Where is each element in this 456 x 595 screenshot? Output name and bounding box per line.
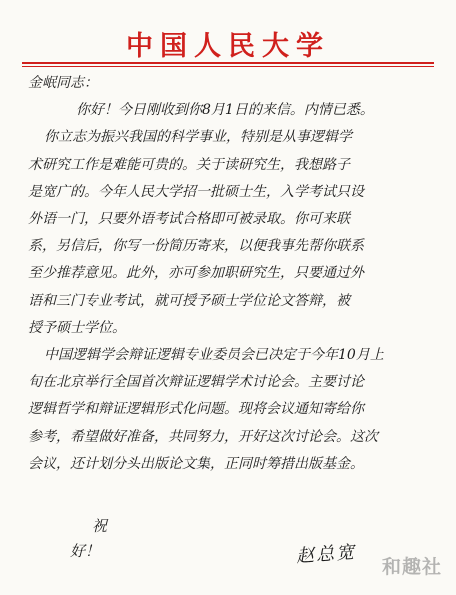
letter-line: 你立志为振兴我国的科学事业，特别是从事逻辑学 — [44, 129, 352, 146]
letter-line: 授予硕士学位。 — [28, 319, 126, 336]
letter-line: 术研究工作是难能可贵的。关于读研究生，我想路子 — [28, 156, 350, 173]
closing-word: 祝 — [92, 517, 108, 535]
letter-line: 语和三门专业考试，就可授予硕士学位论文答辩，被 — [28, 292, 350, 309]
signature: 赵总宽 — [295, 541, 357, 568]
letter-line: 中国逻辑学会辩证逻辑专业委员会已决定于今年10月上 — [44, 347, 384, 364]
letter-line: 外语一门，只要外语考试合格即可被录取。你可来联 — [28, 211, 350, 228]
letter-line: 参考，希望做好准备，共同努力，开好这次讨论会。这次 — [28, 428, 378, 445]
letter-line: 会议，还计划分头出版论文集，正同时筹措出版基金。 — [28, 455, 364, 472]
letter-line: 系，另信后，你写一份简历寄来，以便我事先帮你联系 — [28, 238, 364, 255]
watermark: 和趣社 — [381, 556, 442, 578]
letter-line: 旬在北京举行全国首次辩证逻辑学术讨论会。主要讨论 — [28, 374, 364, 391]
letterhead-rule-thick — [22, 62, 434, 64]
letter-line: 你好！今日刚收到你8月1日的来信。内情已悉。 — [76, 102, 374, 119]
salutation: 金岷同志： — [28, 75, 98, 91]
letterhead-rule-thin — [22, 66, 434, 67]
letterhead-title: 中国人民大学 — [126, 31, 330, 62]
letter-line: 逻辑哲学和辩证逻辑形式化问题。现将会议通知寄给你 — [28, 401, 364, 418]
letter-line: 至少推荐意见。此外，亦可参加职研究生，只要通过外 — [28, 265, 364, 282]
regards-word: 好！ — [70, 542, 101, 560]
letter-line: 是宽广的。今年人民大学招一批硕士生，入学考试只设 — [28, 183, 364, 200]
letter-body — [28, 70, 432, 478]
